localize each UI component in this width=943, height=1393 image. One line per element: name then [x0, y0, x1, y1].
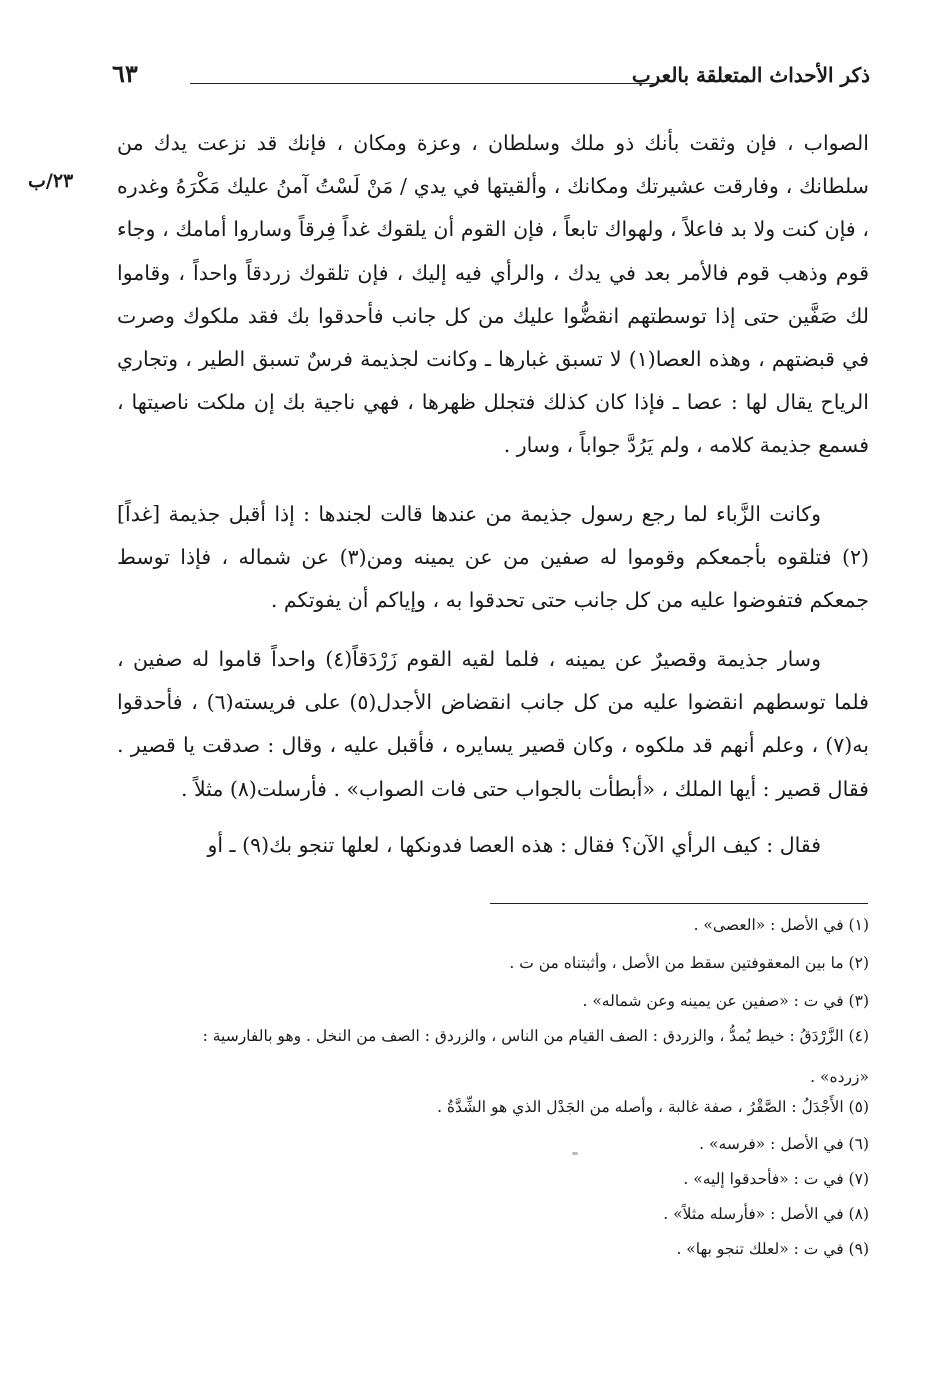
manuscript-folio-note: ٢٣/ب	[28, 170, 74, 192]
footnote-4-continuation: «زرده» .	[810, 1068, 869, 1086]
footnote-1: (١) في الأصل : «العصى» .	[693, 916, 869, 934]
paragraph-text: فقال : كيف الرأي الآن؟ فقال : هذه العصا فدونكها ، لعلها تنجو بك(٩) ـ أو	[207, 833, 821, 857]
paragraph-3	[117, 638, 869, 811]
footnote-5: (٥) الأَجْدَلُ : الصَّقْرُ ، صفة غالبة ، وأصله من الجَدْل الذي هو الشِّدَّةُ .	[437, 1098, 869, 1116]
page-number: ٦٣	[112, 59, 138, 88]
paragraph-2	[117, 493, 869, 623]
paragraph-text: وسار جذيمة وقصيرٌ عن يمينه ، فلما لقيه القوم زَرْدَقاً(٤) واحداً قاموا له صفين ، فلما توسطهم انقضوا عليه من كل جانب انقضاض الأجدل(٥) على فريسته(٦) ، فأحدقوا به(٧) ، وعلم أنهم قد ملكوه ، وكان قصير يسايره ، فأقبل عليه ، وقال : صدقت يا قصير . فقال قصير : أيها الملك ، «أبطأت بالجواب حتى فات الصواب» . فأرسلت(٨) مثلاً .	[117, 647, 869, 801]
footnote-9: (٩) في ت : «لعلك تنجو بها» .	[676, 1240, 869, 1258]
footnote-4: (٤) الزَّرْدَقُ : خيط يُمدُّ ، والزردق : الصف القيام من الناس ، والزردق : الصف من النخل . وهو بالفارسية :	[202, 1027, 869, 1045]
paragraph-text: وكانت الزَّباء لما رجع رسول جذيمة من عندها قالت لجندها : إذا أقبل جذيمة [غداً](٢) فتلقوه بأجمعكم وقوموا له صفين من عن يمينه ومن(٣) عن شماله ، فإذا توسط جمعكم فتفوضوا عليه من كل جانب حتى تحدقوا به ، وإياكم أن يفوتكم .	[117, 502, 869, 613]
header-rule	[190, 83, 654, 84]
running-title: ذكر الأحداث المتعلقة بالعرب	[631, 63, 870, 87]
footnote-2: (٢) ما بين المعقوفتين سقط من الأصل ، وأثبتناه من ت .	[509, 954, 869, 972]
scan-speck	[572, 1152, 578, 1155]
paragraph-1	[117, 122, 869, 468]
paragraph-text: الصواب ، فإن وثقت بأنك ذو ملك وسلطان ، وعزة ومكان ، فإنك قد نزعت يدك من سلطانك ، وفارقت عشيرتك ومكانك ، وألقيتها في يدي / مَنْ لَسْتُ آمنُ عليك مَكْرَهُ وغدره ، فإن كنت ولا بد فاعلاً ، ولهواك تابعاً ، فإن القوم أن يلقوك غداً فِرقاً وساروا أمامك ، وجاء قوم وذهب قوم فالأمر بعد في يدك ، والرأي فيه إليك ، فإن تلقوك زردقاً واحداً ، وقاموا لك صَفَّين حتى إذا توسطتهم انقضُّوا عليك من كل جانب فأحدقوا بك فقد ملكوك وصرت في قبضتهم ، وهذه العصا(١) لا تسبق غبارها ـ وكانت لجذيمة فرسٌ تسبق الطير ، وتجاري الرياح يقال لها : عصا ـ فإذا كان كذلك فتجلل ظهرها ، فهي ناجية بك إن ملكت ناصيتها ، فسمع جذيمة كلامه ، ولم يَرُدَّ جواباً ، وسار .	[117, 131, 869, 458]
footnote-7: (٧) في ت : «فأحدقوا إليه» .	[683, 1170, 869, 1188]
paragraph-4	[117, 824, 869, 867]
footnote-8: (٨) في الأصل : «فأرسله مثلاً» .	[663, 1205, 869, 1223]
footnote-6: (٦) في الأصل : «فرسه» .	[699, 1135, 869, 1153]
page-header	[112, 55, 870, 91]
footnote-3: (٣) في ت : «صفين عن يمينه وعن شماله» .	[582, 992, 869, 1010]
footnote-rule	[490, 903, 868, 904]
